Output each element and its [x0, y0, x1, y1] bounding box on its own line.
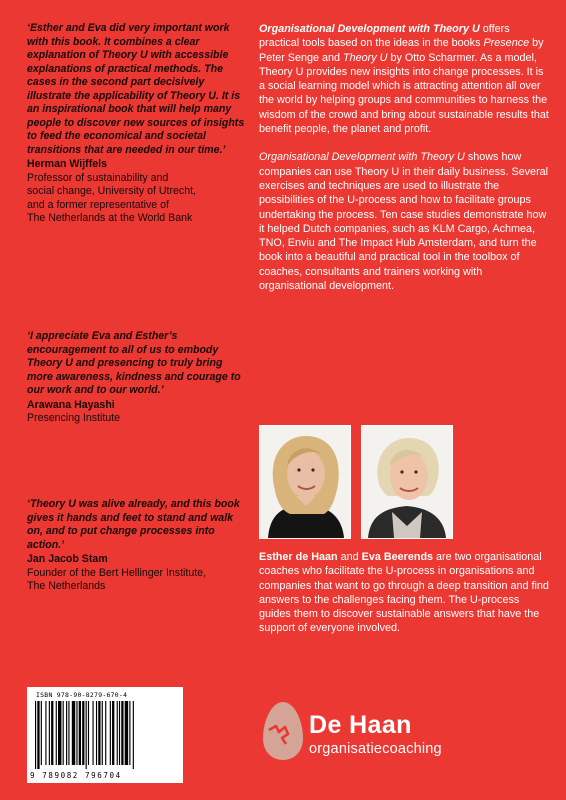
barcode-bar	[82, 701, 84, 765]
book-title: Organisational Development with Theory U	[259, 23, 480, 35]
endorsement-quote: ‘Theory U was alive already, and this book gives it hands and feet to stand and walk on, and to put change processes into action.’	[27, 498, 240, 551]
barcode-bar	[119, 701, 120, 765]
endorsement-quote: ‘Esther and Eva did very important work with this book. It combines a clear explanation of Theory U with accessible explanations of practical methods. The cases in the second part decisively illustrate the applicability of Theory U. It is an inspirational book that will help many people to discover new sources of insights to feed the economical and societal transitions that are needed in our time.’	[27, 22, 245, 156]
description-paragraph-1: Organisational Development with Theory U offers practical tools based on the ideas in the books Presence by Peter Senge and Theory U by Otto Scharmer. As a model, Theory U provides new insights into change processes. It is a social learning model which is attracting attention all over the world by helping groups and communities to harness the wisdom of the crowd and bring about sustainable results that benefit people, the planet and profit.	[259, 23, 549, 136]
endorser-role: Presencing Institute	[27, 412, 121, 424]
book-reference: Theory U	[343, 51, 388, 64]
barcode-bar	[56, 701, 57, 765]
endorser-role: Professor of sustainability and social change, University of Utrecht, and a former representative of The Netherlands at the World Bank	[27, 171, 196, 224]
book-reference: Presence	[483, 37, 530, 50]
barcode-bar	[76, 701, 77, 765]
description-column	[259, 22, 549, 293]
barcode-bar	[86, 701, 87, 769]
author-photo-eva	[361, 425, 453, 539]
author-name: Eva Beerends	[361, 551, 434, 563]
barcode-bar	[66, 701, 67, 765]
book-title: Organisational Development with Theory U	[259, 151, 465, 164]
publisher-subtitle: organisatiecoaching	[309, 741, 442, 757]
barcode-bar	[88, 701, 89, 765]
barcode-bar	[102, 701, 103, 765]
endorser-name: Arawana Hayashi	[27, 398, 115, 411]
author-photo-esther	[259, 425, 351, 539]
barcode-bar	[49, 701, 50, 765]
barcode-bar	[112, 701, 114, 765]
barcode-bar	[41, 701, 42, 765]
barcode-bar	[110, 701, 111, 765]
endorser-name: Herman Wijffels	[27, 158, 107, 170]
barcode-bar	[133, 701, 134, 769]
publisher-logo	[262, 694, 512, 774]
barcode-bar	[129, 701, 130, 765]
barcode-bar	[63, 701, 64, 765]
barcode-bar	[121, 701, 123, 765]
barcode-bar	[96, 701, 97, 765]
publisher-name: De Haan	[309, 711, 412, 739]
egg-icon	[262, 700, 304, 762]
author-name: Esther de Haan	[259, 551, 338, 563]
barcode-bar	[35, 701, 36, 769]
isbn-number: ISBN 978-90-8279-670-4	[36, 691, 128, 699]
barcode-bar	[117, 701, 118, 765]
barcode-bar	[98, 701, 100, 765]
isbn-barcode	[27, 687, 183, 783]
ean-number: 9 789082 796704	[30, 771, 122, 780]
authors-paragraph: Esther de Haan and Eva Beerends are two organisational coaches who facilitate the U-process in organisations and companies that want to go through a deep transition and find answers to the challenges facing them. The U-process guides them to discover sustainable answers that have the support of everyone involved.	[259, 551, 549, 635]
barcode-bar	[51, 701, 53, 765]
endorser-name: Jan Jacob Stam	[27, 553, 108, 565]
barcode-bar	[45, 701, 46, 765]
barcode-bars	[35, 701, 175, 769]
endorsement-1	[27, 22, 249, 226]
endorsement-quote: ‘I appreciate Eva and Esther’s encouragement to all of us to embody Theory U and presencing to truly bring more awareness, kindness and courage to our work and to our world.’	[27, 330, 241, 396]
barcode-bar	[125, 701, 128, 765]
endorsement-2	[27, 330, 249, 426]
barcode-bar	[72, 701, 75, 765]
barcode-bar	[68, 701, 69, 765]
barcode-bar	[37, 701, 39, 769]
description-paragraph-2: Organisational Development with Theory U shows how companies can use Theory U in their daily business. Several exercises and techniques are used to illustrate the possibilities of the U-process and how to facilitate groups undertaking the process. Ten case studies demonstrate how it helped Dutch companies, such as KLM Cargo, Achmea, TNO, Enviu and The Impact Hub Amsterdam, and turn the book into a beautiful and practical tool in the toolbox of coaches, consultants and trainers working with organisational development.	[259, 151, 549, 293]
barcode-bar	[79, 701, 81, 765]
barcode-bar	[93, 701, 94, 765]
barcode-bar	[58, 701, 61, 765]
endorsement-3	[27, 498, 249, 594]
barcode-bar	[105, 701, 106, 765]
endorser-role: Founder of the Bert Hellinger Institute, The Netherlands	[27, 566, 207, 592]
